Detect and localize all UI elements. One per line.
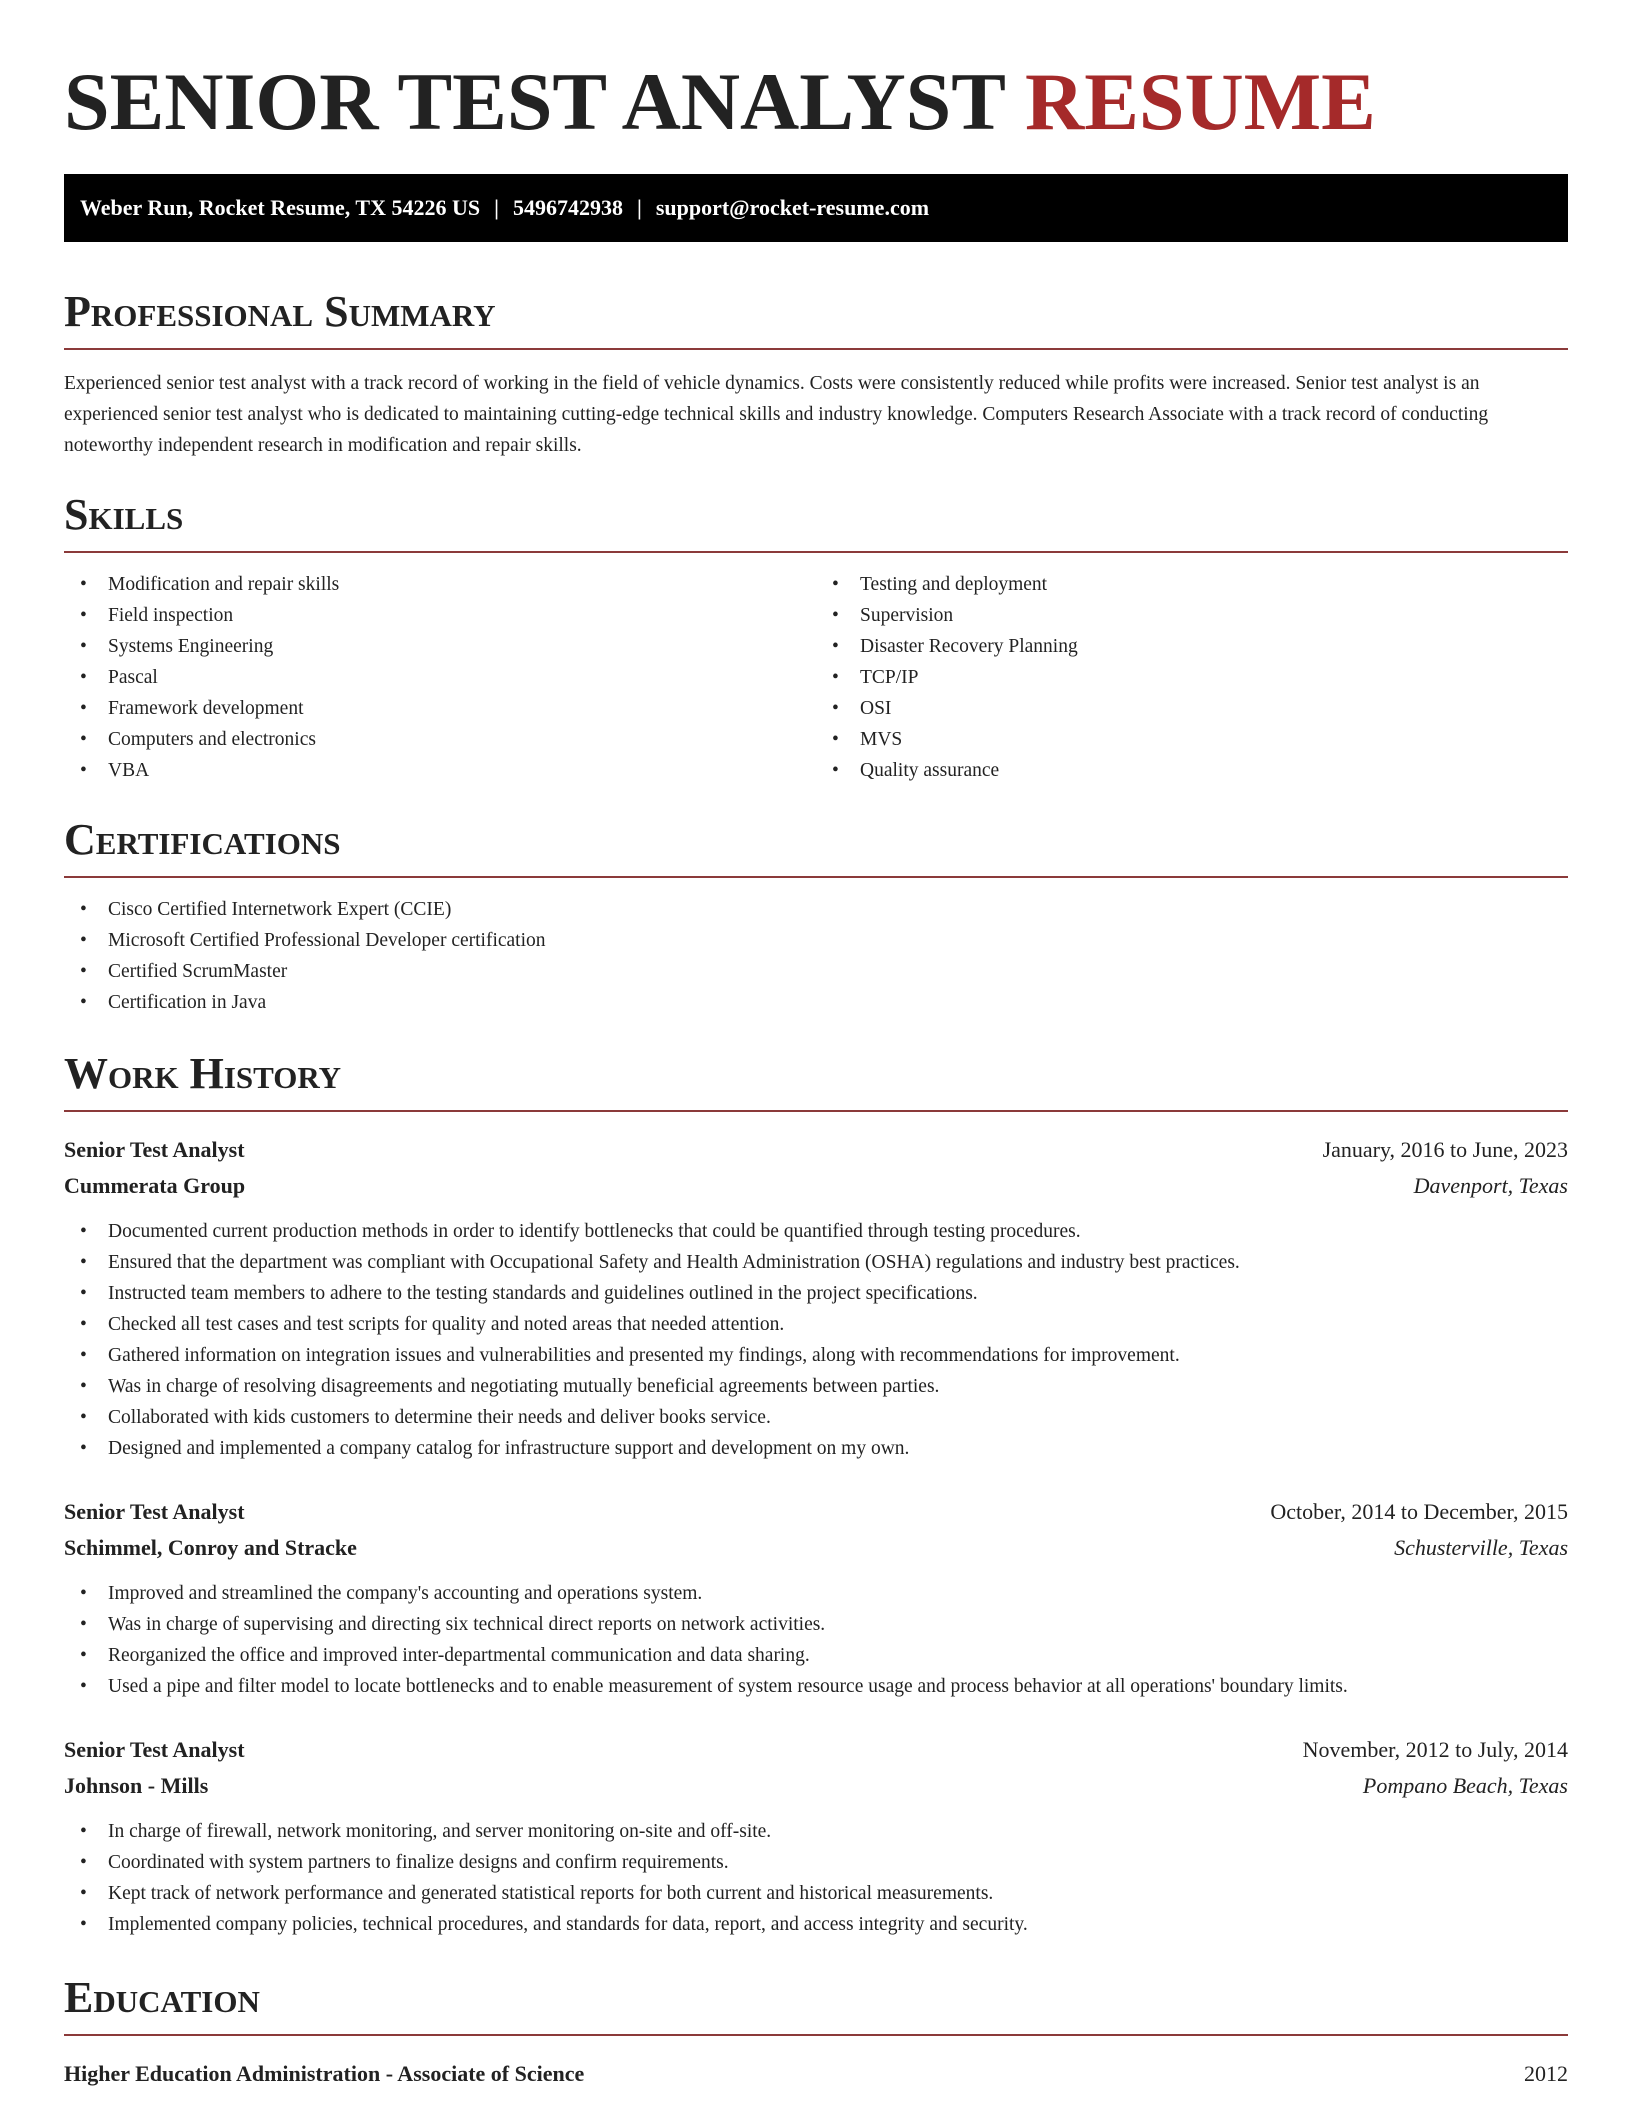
job-duty: • Was in charge of supervising and directing six technical direct reports on network activities. [64,1609,1568,1640]
job-company-row [64,1168,1568,1204]
job-duty: • Checked all test cases and test scripts for quality and noted areas that needed attention. [64,1309,1568,1340]
skill-item: • MVS [816,724,1568,755]
skill-item: • Framework development [64,693,816,724]
education-heading: Education [64,1972,1568,2036]
job-duty: • Reorganized the office and improved inter-departmental communication and data sharing. [64,1640,1568,1671]
skills-column-left [64,569,816,786]
contact-phone[interactable]: 5496742938 [512,195,623,220]
skill-item: • Disaster Recovery Planning [816,631,1568,662]
job-company: Cummerata Group [64,1173,246,1198]
job-entry [64,1132,1568,1464]
education-year: 2012 [1524,2061,1568,2086]
job-title: Senior Test Analyst [64,1737,245,1762]
job-entry [64,1494,1568,1702]
skill-item: • Supervision [816,600,1568,631]
job-duty: • Gathered information on integration issues and vulnerabilities and presented my findings, along with recommendations for improvement. [64,1340,1568,1371]
summary-heading: Professional Summary [64,286,1568,350]
skill-item: • Systems Engineering [64,631,816,662]
certifications-list [64,894,1568,1018]
job-header-row [64,1732,1568,1768]
job-dates: November, 2012 to July, 2014 [1302,1737,1568,1762]
job-location: Davenport, Texas [1413,1173,1568,1198]
contact-separator: | [636,195,642,220]
job-duty: • Documented current production methods in order to identify bottlenecks that could be quantified through testing procedures. [64,1216,1568,1247]
job-duty: • In charge of firewall, network monitoring, and server monitoring on-site and off-site. [64,1816,1568,1847]
certification-item: • Cisco Certified Internetwork Expert (CCIE) [64,894,1568,925]
certification-item: • Certification in Java [64,987,1568,1018]
job-duty: • Ensured that the department was compliant with Occupational Safety and Health Administration (OSHA) regulations and industry best practices. [64,1247,1568,1278]
certification-item: • Certified ScrumMaster [64,956,1568,987]
education-row [64,2056,1568,2092]
skills-list-left [64,569,816,786]
job-duties-list [64,1578,1568,1702]
skill-item: • Modification and repair skills [64,569,816,600]
skill-item: • OSI [816,693,1568,724]
skill-item: • Quality assurance [816,755,1568,786]
skill-item: • Pascal [64,662,816,693]
job-duty: • Implemented company policies, technical procedures, and standards for data, report, and access integrity and security. [64,1909,1568,1940]
job-company-row [64,1768,1568,1804]
job-duty: • Was in charge of resolving disagreements and negotiating mutually beneficial agreements between parties. [64,1371,1568,1402]
job-dates: January, 2016 to June, 2023 [1322,1137,1568,1162]
job-duty: • Coordinated with system partners to finalize designs and confirm requirements. [64,1847,1568,1878]
job-duties-list [64,1816,1568,1940]
resume-title [64,56,1568,148]
job-company-row [64,1530,1568,1566]
job-company: Schimmel, Conroy and Stracke [64,1535,357,1560]
contact-email[interactable]: support@rocket-resume.com [655,195,930,220]
job-entry [64,1732,1568,1940]
job-duty: • Collaborated with kids customers to determine their needs and deliver books service. [64,1402,1568,1433]
education-degree: Higher Education Administration - Associate of Science [64,2061,585,2086]
job-duty: • Designed and implemented a company catalog for infrastructure support and development on my own. [64,1433,1568,1464]
job-header-row [64,1494,1568,1530]
skills-grid [64,569,1568,786]
skill-item: • Testing and deployment [816,569,1568,600]
job-location: Pompano Beach, Texas [1362,1773,1568,1798]
skill-item: • Field inspection [64,600,816,631]
job-dates: October, 2014 to December, 2015 [1270,1499,1568,1524]
contact-address: Weber Run, Rocket Resume, TX 54226 US [80,195,481,220]
job-duty: • Improved and streamlined the company's accounting and operations system. [64,1578,1568,1609]
job-company: Johnson - Mills [64,1773,209,1798]
job-duties-list [64,1216,1568,1464]
skills-column-right [816,569,1568,786]
summary-text: Experienced senior test analyst with a track record of working in the field of vehicle dynamics. Costs were consistently reduced while profits were increased. Senior test analyst is an experienced senior test analyst who is dedicated to maintaining cutting-edge technical skills and industry knowledge. Computers Research Associate with a track record of conducting noteworthy independent research in modification and repair skills. [64,373,1489,456]
job-header-row [64,1132,1568,1168]
skills-list-right [816,569,1568,786]
job-duty: • Kept track of network performance and generated statistical reports for both current and historical measurements. [64,1878,1568,1909]
skill-item: • TCP/IP [816,662,1568,693]
skill-item: • Computers and electronics [64,724,816,755]
skill-item: • VBA [64,755,816,786]
skills-heading: Skills [64,489,1568,553]
work-history-heading: Work History [64,1048,1568,1112]
job-title: Senior Test Analyst [64,1137,245,1162]
job-location: Schusterville, Texas [1394,1535,1568,1560]
job-title: Senior Test Analyst [64,1499,245,1524]
education-entry [64,2056,1568,2092]
title-main: SENIOR TEST ANALYST [64,56,1005,147]
certifications-heading: Certifications [64,814,1568,878]
job-duty: • Instructed team members to adhere to the testing standards and guidelines outlined in the project specifications. [64,1278,1568,1309]
title-accent: RESUME [1024,56,1376,147]
contact-bar [64,174,1568,242]
contact-separator: | [494,195,499,220]
certification-item: • Microsoft Certified Professional Developer certification [64,925,1568,956]
job-duty: • Used a pipe and filter model to locate bottlenecks and to enable measurement of system resource usage and process behavior at all operations' boundary limits. [64,1671,1568,1702]
